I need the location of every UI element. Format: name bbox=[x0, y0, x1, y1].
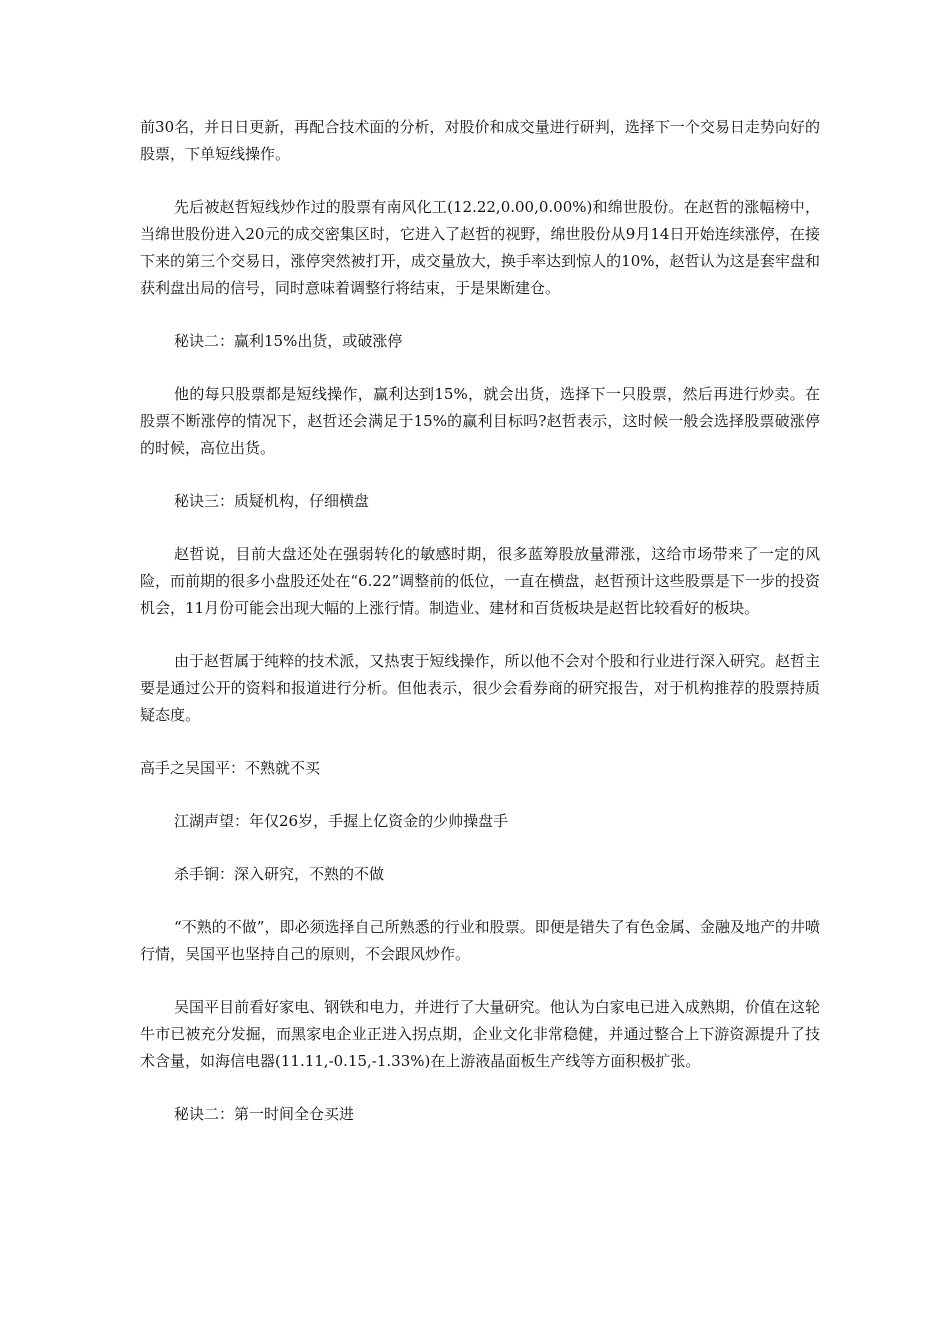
paragraph-10: 杀手锏：深入研究，不熟的不做 bbox=[174, 865, 385, 883]
paragraph-3: 秘诀二：赢利15%出货，或破涨停 bbox=[174, 332, 403, 350]
paragraph-12: 吴国平目前看好家电、钢铁和电力，并进行了大量研究。他认为白家电已进入成熟期，价值在这轮牛市已被充分发掘，而黑家电企业正进入拐点期，企业文化非常稳健，并通过整合上下游资源提升了技术含量，如海信电器(11.11,-0.15,-1.33%)在上游液晶面板生产线等方面积极扩张。 bbox=[140, 998, 820, 1070]
paragraph-7: 由于赵哲属于纯粹的技术派，又热衷于短线操作，所以他不会对个股和行业进行深入研究。赵哲主要是通过公开的资料和报道进行分析。但他表示，很少会看券商的研究报告，对于机构推荐的股票持质疑态度。 bbox=[140, 652, 820, 724]
paragraph-13: 秘诀二：第一时间全仓买进 bbox=[174, 1105, 355, 1123]
paragraph-11: “不熟的不做”，即必须选择自己所熟悉的行业和股票。即便是错失了有色金属、金融及地产的井喷行情，吴国平也坚持自己的原则，不会跟风炒作。 bbox=[140, 918, 820, 963]
paragraph-5: 秘诀三：质疑机构，仔细横盘 bbox=[174, 492, 370, 510]
paragraph-9: 江湖声望：年仅26岁，手握上亿资金的少帅操盘手 bbox=[174, 812, 509, 830]
document-body bbox=[140, 114, 820, 1154]
paragraph-6: 赵哲说，目前大盘还处在强弱转化的敏感时期，很多蓝筹股放量滞涨，这给市场带来了一定的风险，而前期的很多小盘股还处在“6.22”调整前的低位，一直在横盘，赵哲预计这些股票是下一步的投资机会，11月份可能会出现大幅的上涨行情。制造业、建材和百货板块是赵哲比较看好的板块。 bbox=[140, 545, 820, 617]
paragraph-8: 高手之吴国平：不熟就不买 bbox=[140, 759, 321, 777]
paragraph-4: 他的每只股票都是短线操作，赢利达到15%，就会出货，选择下一只股票，然后再进行炒卖。在股票不断涨停的情况下，赵哲还会满足于15%的赢利目标吗?赵哲表示，这时候一般会选择股票破涨停的时候，高位出货。 bbox=[140, 385, 820, 457]
paragraph-1: 前30名，并日日更新，再配合技术面的分析，对股价和成交量进行研判，选择下一个交易日走势向好的股票，下单短线操作。 bbox=[140, 118, 820, 163]
paragraph-2: 先后被赵哲短线炒作过的股票有南风化工(12.22,0.00,0.00%)和绵世股份。在赵哲的涨幅榜中，当绵世股份进入20元的成交密集区时，它进入了赵哲的视野，绵世股份从9月14日开始连续涨停，在接下来的第三个交易日，涨停突然被打开，成交量放大，换手率达到惊人的10%，赵哲认为这是套牢盘和获利盘出局的信号，同时意味着调整行将结束，于是果断建仓。 bbox=[140, 198, 820, 297]
